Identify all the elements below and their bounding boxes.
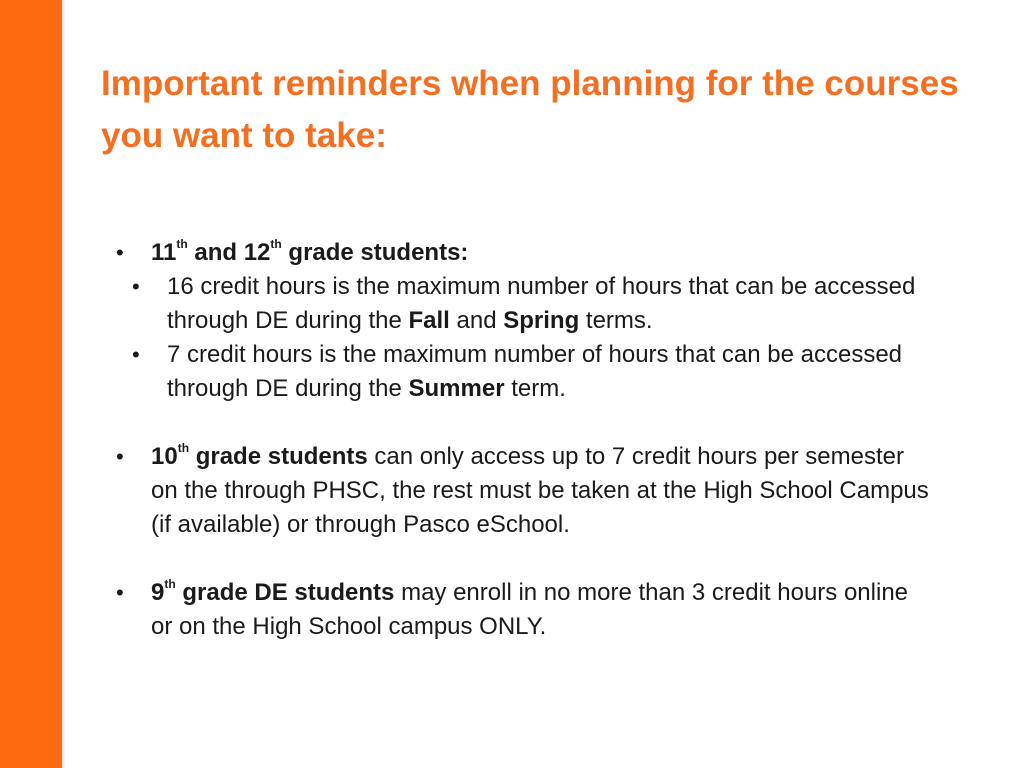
sub-bullet-fall-spring: • 16 credit hours is the maximum number of hours that can be accessed through DE during the Fall and Spring terms. [116,270,936,338]
bullet-dot: • [132,274,140,299]
slide-title: Important reminders when planning for the courses you want to take: [101,64,959,155]
bullet-grade-10: • 10th grade students can only access up to 7 credit hours per semester on the through PHSC, the rest must be taken at the High School Campus (if available) or through Pasco eSchool. [116,441,929,538]
spacer [116,542,936,576]
bullet-dot: • [116,580,124,605]
accent-bar-shadow [62,0,66,768]
bullet-dot: • [116,444,124,469]
bullet-grade-11-12 [116,236,936,270]
slide-content [116,236,936,644]
bullet-dot: • [132,342,140,367]
sub-bullet-summer: • 7 credit hours is the maximum number of hours that can be accessed through DE during the Summer term. [116,338,936,406]
bullet-dot: • [116,240,124,265]
bullet-grade-9: • 9th grade DE students may enroll in no more than 3 credit hours online or on the High School campus ONLY. [116,577,909,640]
spacer [116,406,936,440]
bullet-heading: 11th and 12th grade students: [151,237,469,266]
accent-bar [0,0,62,768]
